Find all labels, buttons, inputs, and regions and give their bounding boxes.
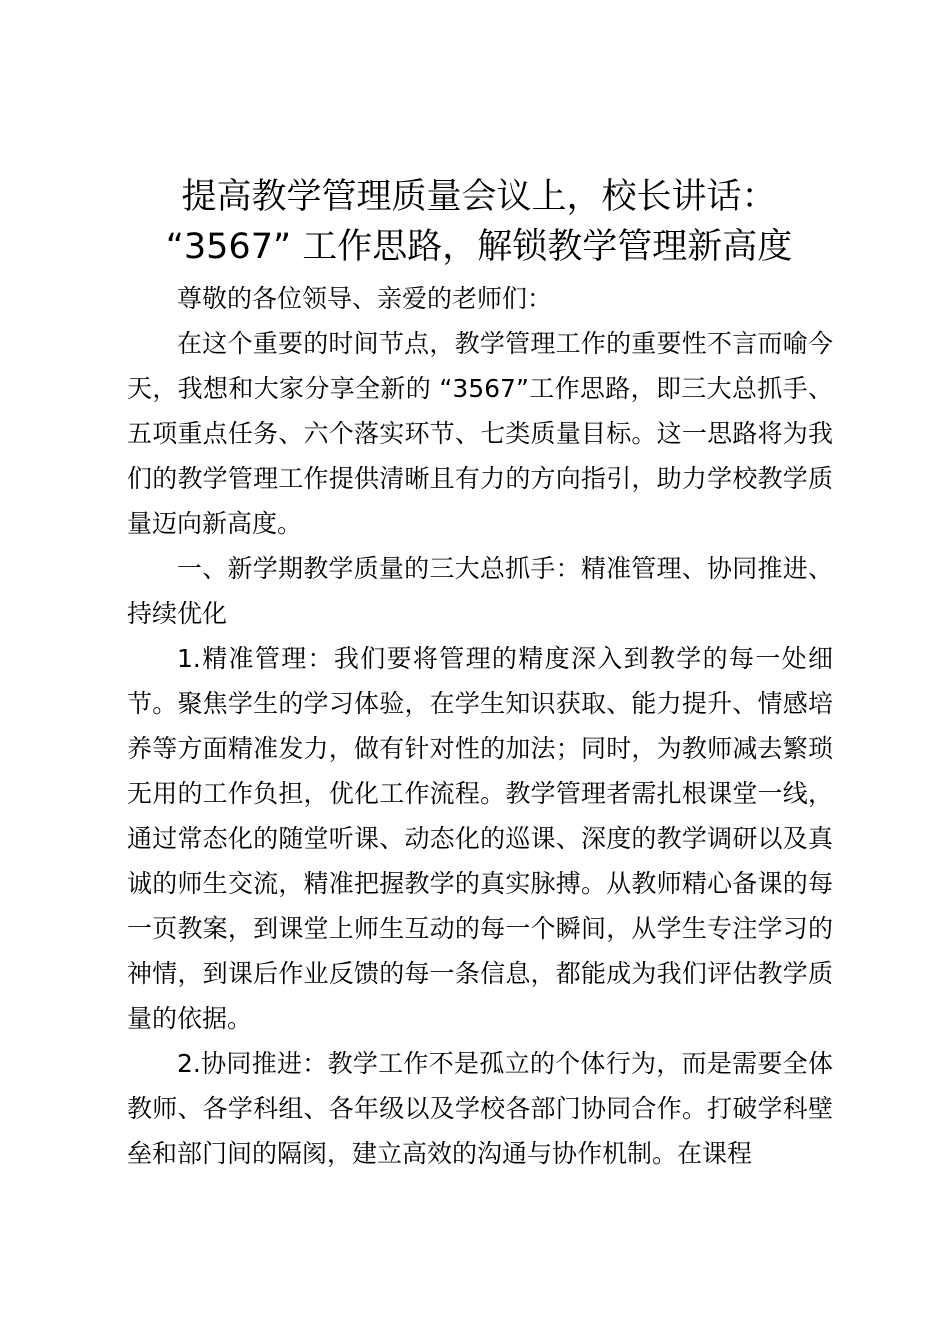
salutation: 尊敬的各位领导、亲爱的老师们： <box>177 284 553 313</box>
paragraph-intro: 在这个重要的时间节点，教学管理工作的重要性不言而喻今天，我想和大家分享全新的 “3567”工作思路，即三大总抓手、五项重点任务、六个落实环节、七类质量目标。这一思路将为我们的教学管理工作提供清晰且有力的方向指引，助力学校教学质量迈向新高度。 <box>127 329 833 538</box>
document-title-line-2: “3567” 工作思路，解锁教学管理新高度 <box>165 227 793 267</box>
document-title-line-1: 提高教学管理质量会议上，校长讲话： <box>181 177 777 217</box>
paragraph-precise-management: 1.精准管理：我们要将管理的精度深入到教学的每一处细节。聚焦学生的学习体验，在学生知识获取、能力提升、情感培养等方面精准发力，做有针对性的加法；同时，为教师减去繁琐无用的工作负担，优化工作流程。教学管理者需扎根课堂一线，通过常态化的随堂听课、动态化的巡课、深度的教学调研以及真诚的师生交流，精准把握教学的真实脉搏。从教师精心备课的每一页教案，到课堂上师生互动的每一个瞬间，从学生专注学习的神情，到课后作业反馈的每一条信息，都能成为我们评估教学质量的依据。 <box>127 644 833 1033</box>
section-heading-1: 一、新学期教学质量的三大总抓手：精准管理、协同推进、持续优化 <box>127 554 833 628</box>
paragraph-collaborative-progress: 2.协同推进：教学工作不是孤立的个体行为，而是需要全体教师、各学科组、各年级以及学校各部门协同合作。打破学科壁垒和部门间的隔阂，建立高效的沟通与协作机制。在课程 <box>127 1049 833 1168</box>
